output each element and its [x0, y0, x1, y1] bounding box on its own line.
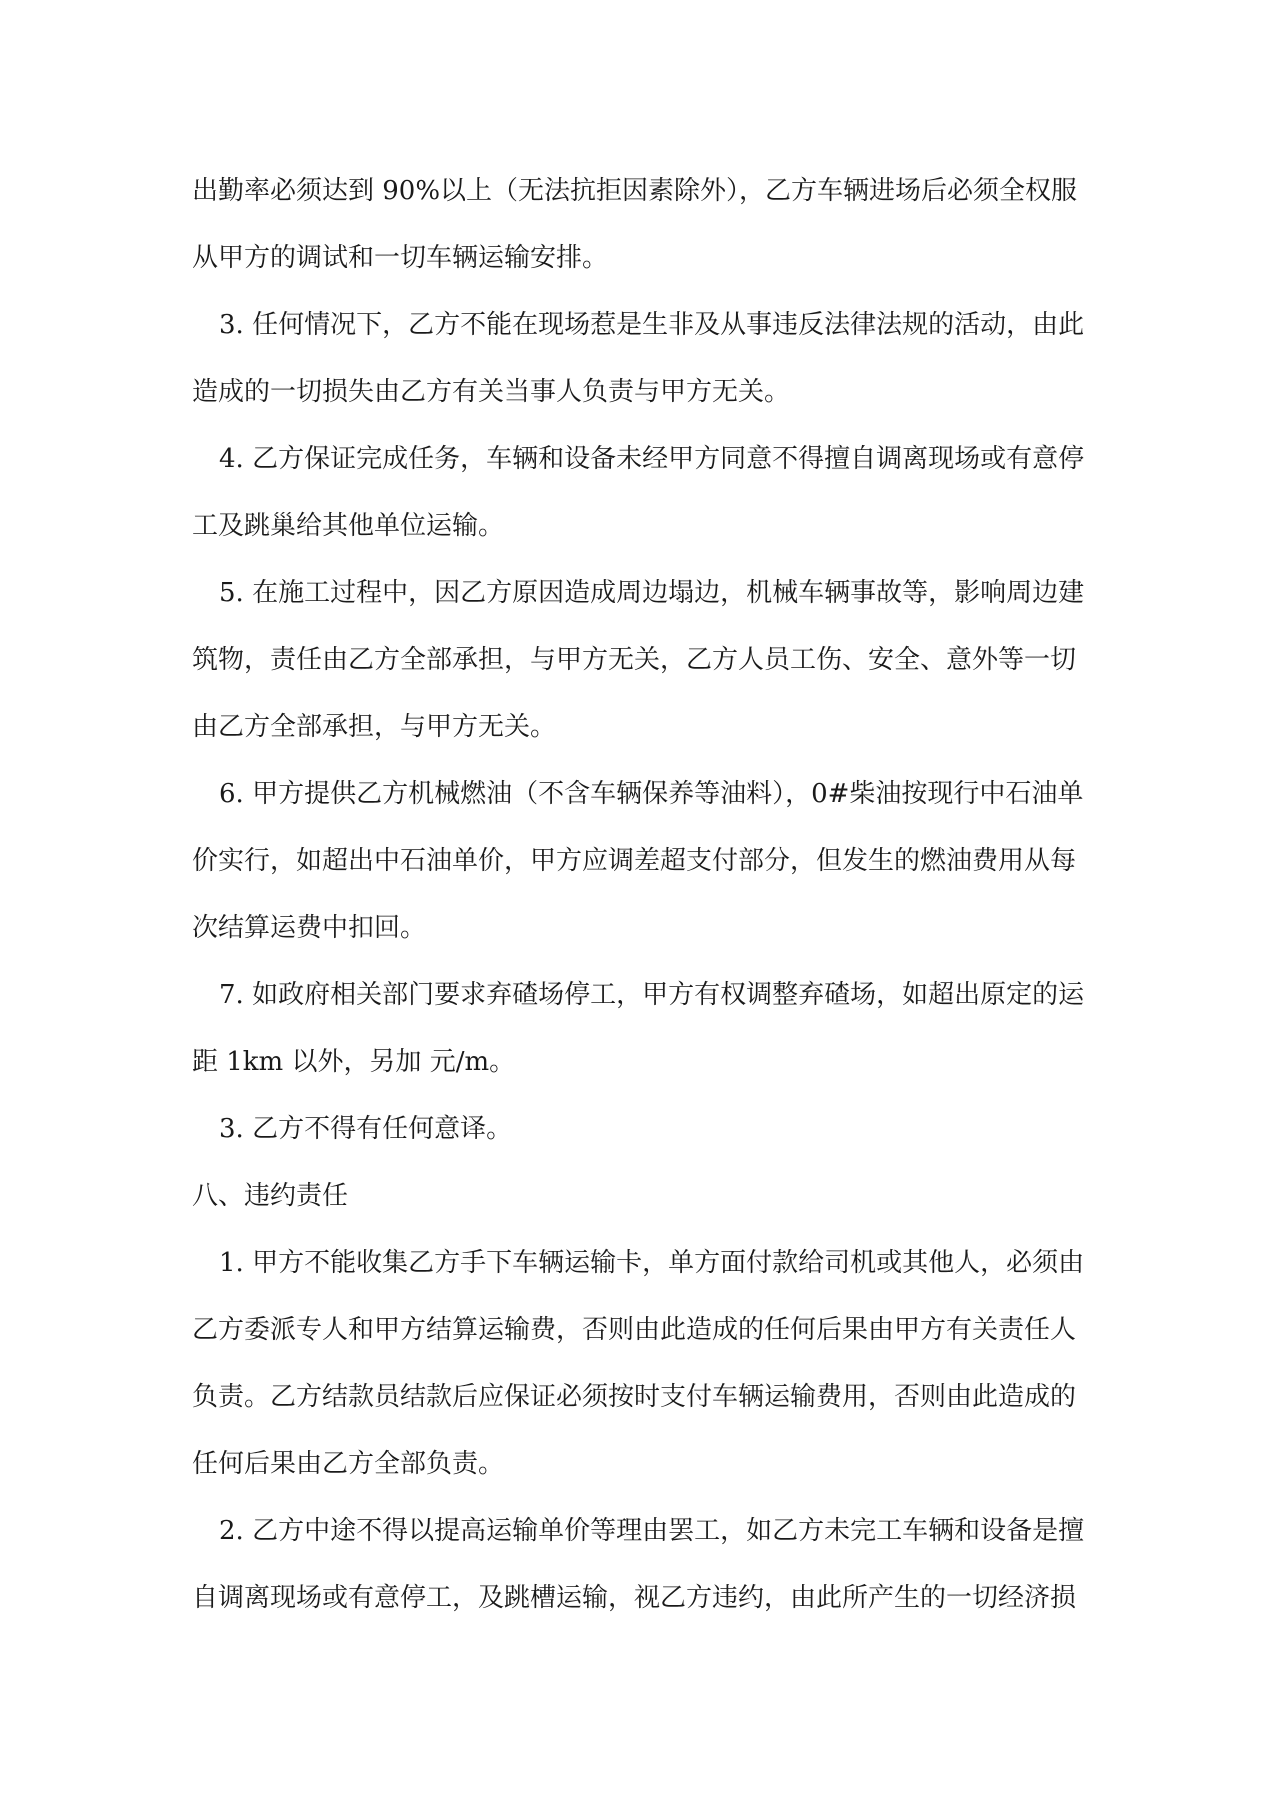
text-line: 价实行，如超出中石油单价，甲方应调差超支付部分，但发生的燃油费用从每: [192, 846, 1077, 876]
breach-clause-1-line: 1. 甲方不能收集乙方手下车辆运输卡，单方面付款给司机或其他人，必须由: [219, 1248, 1085, 1278]
text-line: 自调离现场或有意停工，及跳槽运输，视乙方违约，由此所产生的一切经济损: [192, 1583, 1077, 1613]
text-line: 筑物，责任由乙方全部承担，与甲方无关，乙方人员工伤、安全、意外等一切: [192, 645, 1077, 675]
section-heading: 八、违约责任: [192, 1181, 349, 1211]
clause-6-line: 6. 甲方提供乙方机械燃油（不含车辆保养等油料），0#柴油按现行中石油单: [219, 779, 1084, 809]
clause-3-line: 3. 任何情况下，乙方不能在现场惹是生非及从事违反法律法规的活动，由此: [219, 310, 1085, 340]
text-line: 距 1km 以外，另加 元/m。: [192, 1047, 516, 1077]
text-line: 从甲方的调试和一切车辆运输安排。: [192, 243, 609, 273]
text-line: 出勤率必须达到 90%以上（无法抗拒因素除外），乙方车辆进场后必须全权服: [192, 176, 1078, 206]
text-line: 任何后果由乙方全部负责。: [192, 1449, 505, 1479]
document-body: [192, 158, 1092, 1632]
text-line: 次结算运费中扣回。: [192, 913, 427, 943]
breach-clause-2-line: 2. 乙方中途不得以提高运输单价等理由罢工，如乙方未完工车辆和设备是擅: [219, 1516, 1085, 1546]
text-line: 工及跳巢给其他单位运输。: [192, 511, 505, 541]
clause-3b-line: 3. 乙方不得有任何意译。: [219, 1114, 513, 1144]
text-line: 负责。乙方结款员结款后应保证必须按时支付车辆运输费用，否则由此造成的: [192, 1382, 1077, 1412]
text-line: 造成的一切损失由乙方有关当事人负责与甲方无关。: [192, 377, 791, 407]
clause-7-line: 7. 如政府相关部门要求弃碴场停工，甲方有权调整弃碴场，如超出原定的运: [219, 980, 1085, 1010]
clause-4-line: 4. 乙方保证完成任务，车辆和设备未经甲方同意不得擅自调离现场或有意停: [219, 444, 1085, 474]
text-line: 乙方委派专人和甲方结算运输费，否则由此造成的任何后果由甲方有关责任人: [192, 1315, 1077, 1345]
text-line: 由乙方全部承担，与甲方无关。: [192, 712, 557, 742]
clause-5-line: 5. 在施工过程中，因乙方原因造成周边塌边，机械车辆事故等，影响周边建: [219, 578, 1085, 608]
